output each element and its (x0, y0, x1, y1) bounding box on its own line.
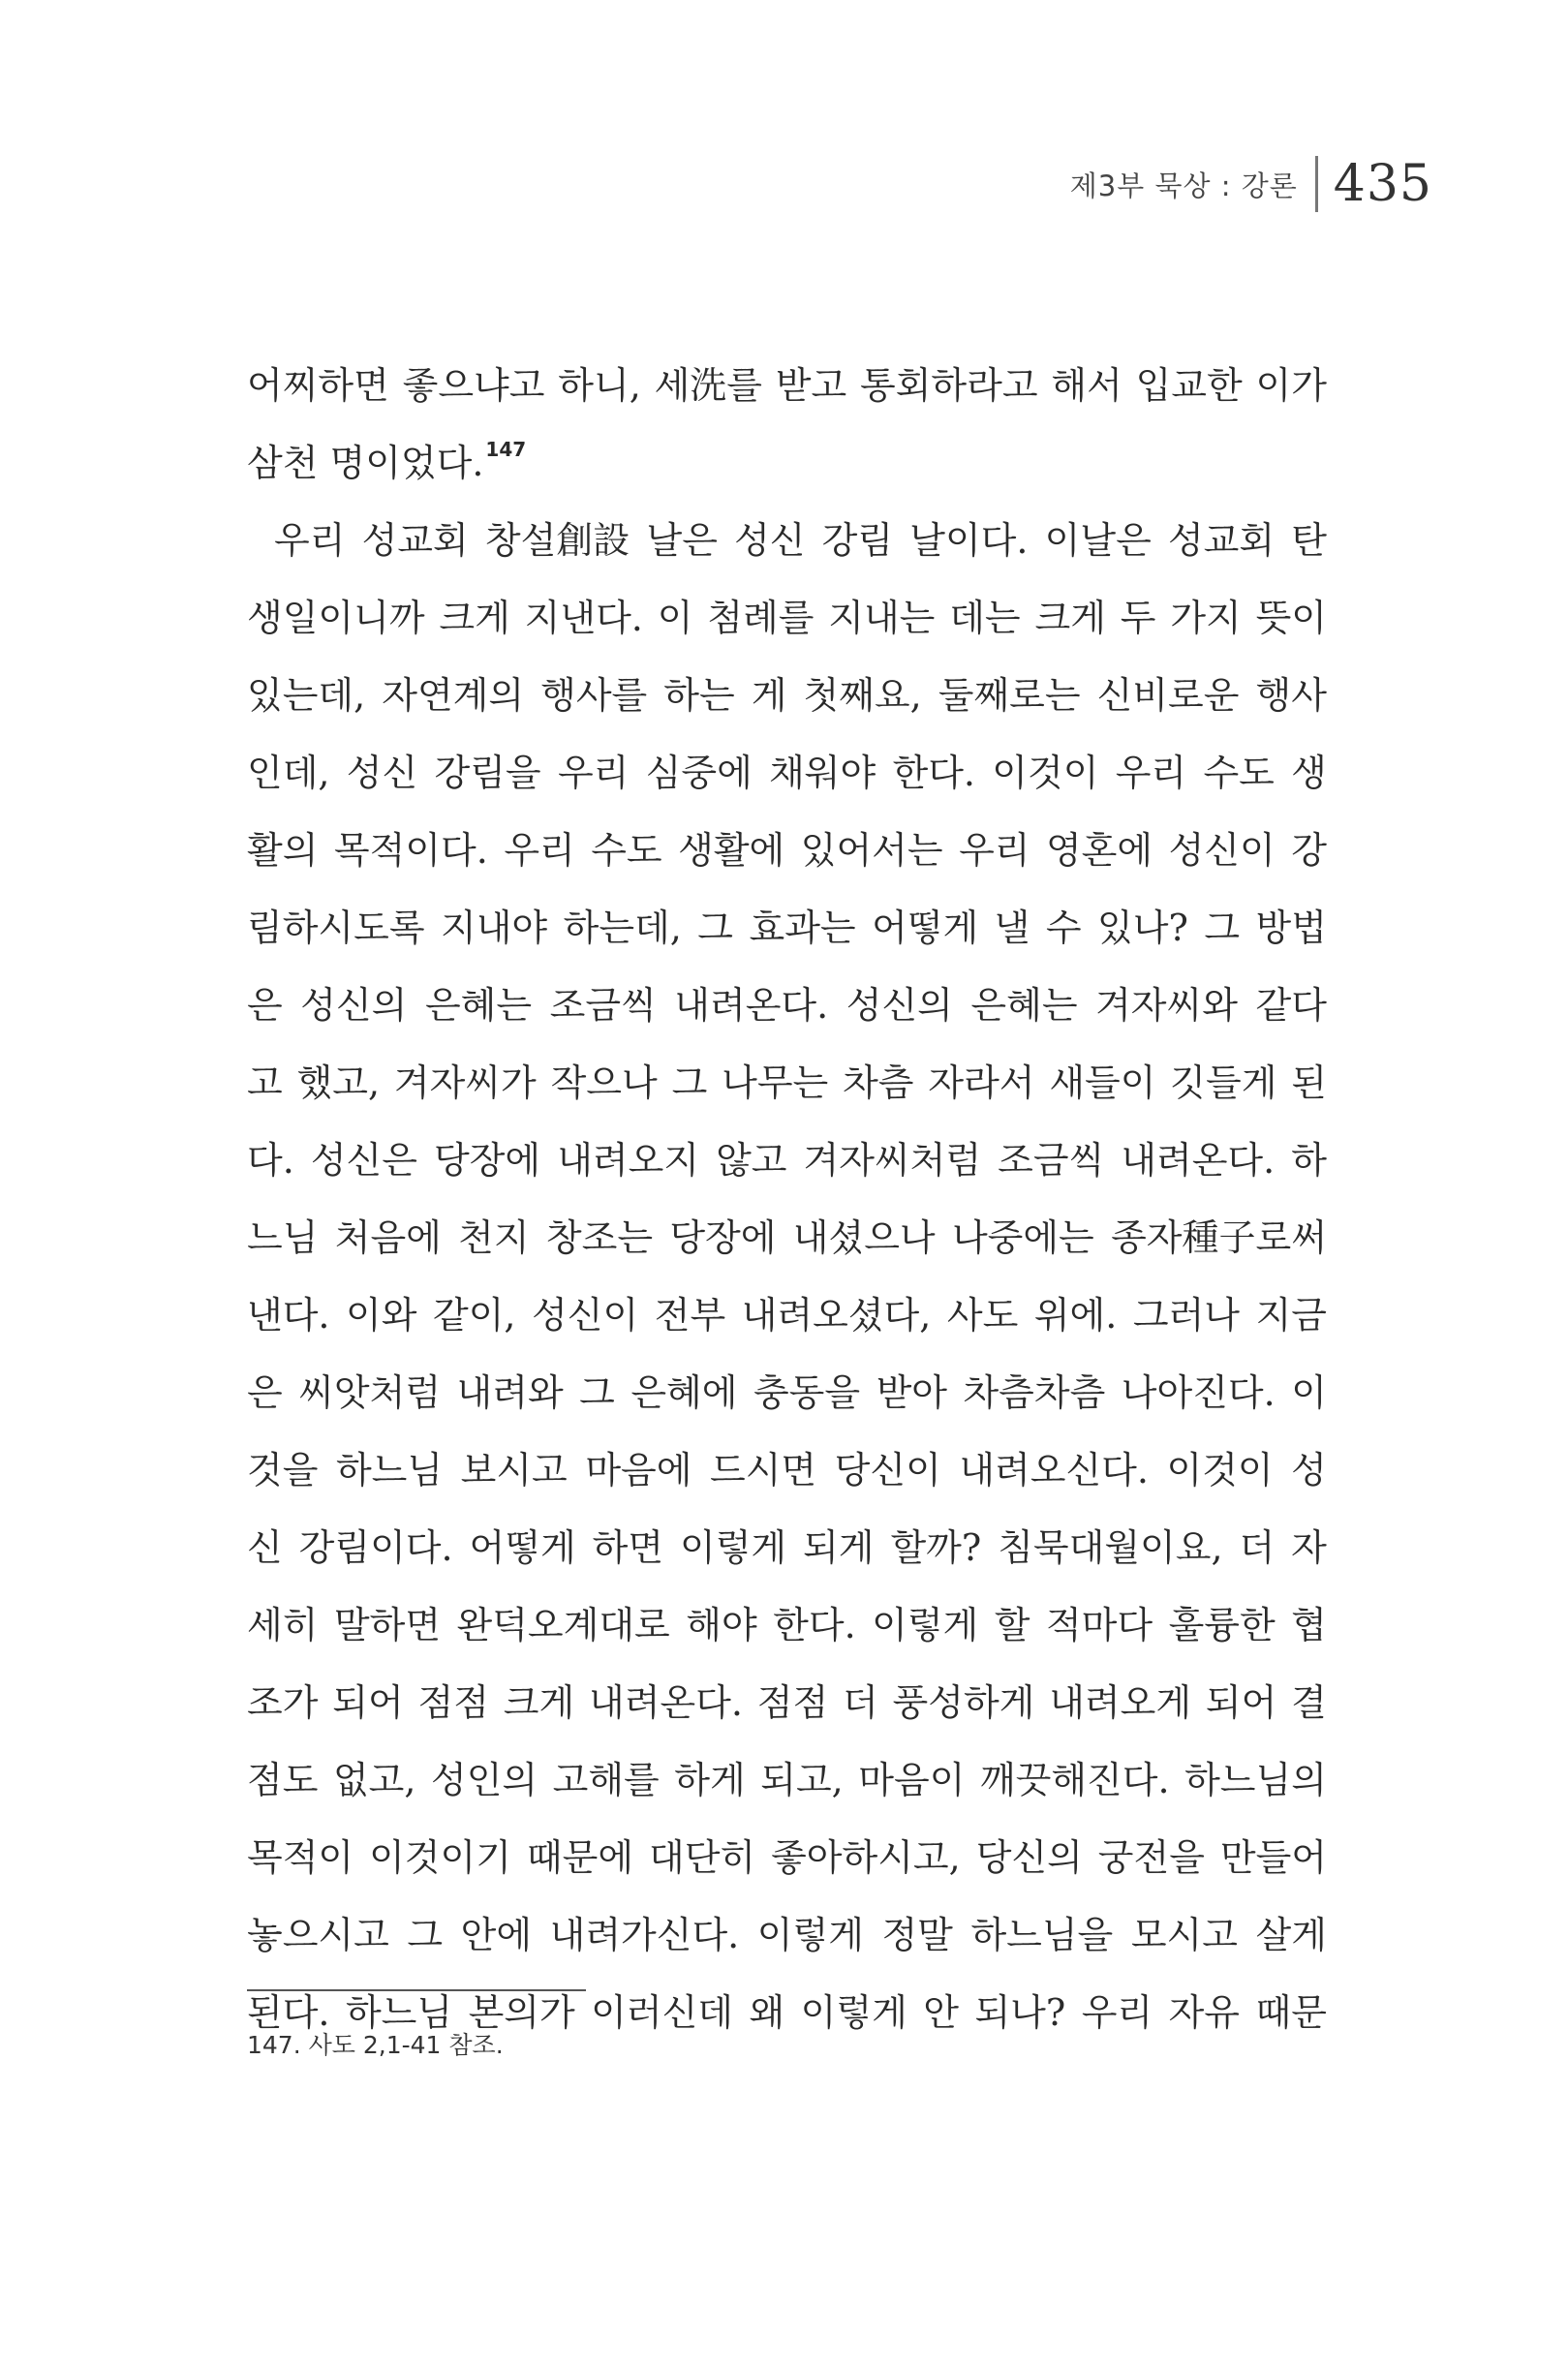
text-line (247, 424, 1327, 502)
text-line: 낸다. 이와 같이, 성신이 전부 내려오셨다, 사도 위에. 그러나 지금 (247, 1294, 1327, 1337)
footnote: 147. 사도 2,1-41 참조. (247, 2031, 504, 2059)
text-line: 목적이 이것이기 때문에 대단히 좋아하시고, 당신의 궁전을 만들어 (247, 1836, 1327, 1879)
section-title: 제3부 묵상 : 강론 (1069, 169, 1298, 202)
text-line: 점도 없고, 성인의 고해를 하게 되고, 마음이 깨끗해진다. 하느님의 (247, 1759, 1327, 1801)
text-line: 느님 처음에 천지 창조는 당장에 내셨으나 나중에는 종자種子로써 (247, 1216, 1327, 1259)
text-line: 활의 목적이다. 우리 수도 생활에 있어서는 우리 영혼에 성신이 강 (247, 829, 1327, 872)
text-line: 다. 성신은 당장에 내려오지 않고 겨자씨처럼 조금씩 내려온다. 하 (247, 1139, 1327, 1182)
running-header (1070, 145, 1432, 223)
text-line: 신 강림이다. 어떻게 하면 이렇게 되게 할까? 침묵대월이요, 더 자 (247, 1526, 1327, 1569)
text-line-content: 삼천 명이었다. (247, 442, 484, 484)
text-line: 우리 성교회 창설創設 날은 성신 강림 날이다. 이날은 성교회 탄 (274, 519, 1327, 562)
text-line: 조가 되어 점점 크게 내려온다. 점점 더 풍성하게 내려오게 되어 결 (247, 1681, 1327, 1724)
text-line: 인데, 성신 강림을 우리 심중에 채워야 한다. 이것이 우리 수도 생 (247, 752, 1327, 794)
text-line: 놓으시고 그 안에 내려가신다. 이렇게 정말 하느님을 모시고 살게 (247, 1914, 1327, 1956)
page-number: 435 (1333, 155, 1432, 213)
footnote-ref: 147 (485, 438, 527, 461)
text-line: 고 했고, 겨자씨가 작으나 그 나무는 차츰 자라서 새들이 깃들게 된 (247, 1061, 1327, 1104)
body-text (247, 347, 1327, 2051)
text-line: 은 성신의 은혜는 조금씩 내려온다. 성신의 은혜는 겨자씨와 같다 (247, 984, 1327, 1027)
text-line: 은 씨앗처럼 내려와 그 은혜에 충동을 받아 차츰차츰 나아진다. 이 (247, 1371, 1327, 1414)
text-line: 있는데, 자연계의 행사를 하는 게 첫째요, 둘째로는 신비로운 행사 (247, 674, 1327, 717)
text-line: 것을 하느님 보시고 마음에 드시면 당신이 내려오신다. 이것이 성 (247, 1449, 1327, 1492)
text-line: 림하시도록 지내야 하는데, 그 효과는 어떻게 낼 수 있나? 그 방법 (247, 907, 1327, 949)
header-divider (1315, 156, 1318, 212)
text-line: 세히 말하면 완덕오계대로 해야 한다. 이렇게 할 적마다 훌륭한 협 (247, 1604, 1327, 1646)
text-line: 된다. 하느님 본의가 이러신데 왜 이렇게 안 되나? 우리 자유 때문 (247, 1991, 1327, 2034)
text-line: 어찌하면 좋으냐고 하니, 세洗를 받고 통회하라고 해서 입교한 이가 (247, 364, 1327, 407)
footnote-divider (247, 1989, 586, 1991)
text-line: 생일이니까 크게 지낸다. 이 첨례를 지내는 데는 크게 두 가지 뜻이 (247, 597, 1327, 639)
